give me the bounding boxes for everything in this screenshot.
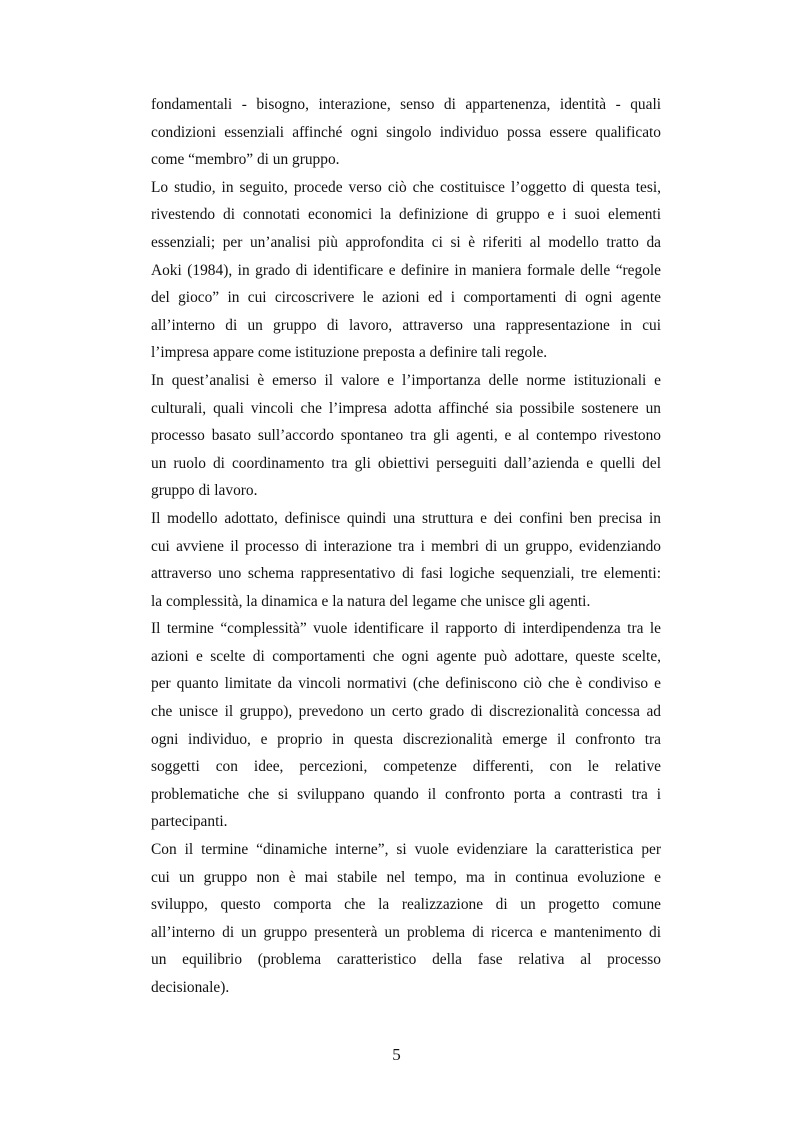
text-line: fondamentali - bisogno, interazione, senso di appartenenza, identità - quali — [151, 96, 661, 113]
text-line: decisionale). — [151, 979, 230, 996]
text-line: rivestendo di connotati economici la definizione di gruppo e i suoi elementi — [151, 206, 661, 224]
text-line: come “membro” di un gruppo. — [151, 151, 340, 169]
text-line: sviluppo, questo comporta che la realizzazione di un progetto comune — [151, 896, 661, 914]
text-line: condizioni essenziali affinché ogni singolo individuo possa essere qualificato — [151, 123, 661, 141]
text-line: Il modello adottato, definisce quindi una struttura e dei confini ben precisa in — [151, 509, 661, 527]
text-line: cui un gruppo non è mai stabile nel tempo, ma in continua evoluzione e — [151, 868, 661, 886]
paragraph — [151, 836, 661, 1002]
text-line: Aoki (1984), in grado di identificare e definire in maniera formale delle “regole — [151, 261, 661, 279]
page-body-text — [151, 91, 661, 1002]
text-line: gruppo di lavoro. — [151, 482, 258, 500]
text-line: del gioco” in cui circoscrivere le azioni ed i comportamenti di ogni agente — [151, 289, 661, 307]
text-line: all’interno di un gruppo di lavoro, attraverso una rappresentazione in cui — [151, 316, 661, 334]
text-line: cui avviene il processo di interazione tra i membri di un gruppo, evidenziando — [151, 537, 661, 555]
text-line: processo basato sull’accordo spontaneo tra gli agenti, e al contempo rivestono — [151, 427, 661, 445]
page-number: 5 — [392, 1045, 401, 1064]
text-line: attraverso uno schema rappresentativo di fasi logiche sequenziali, tre elementi: — [151, 565, 661, 583]
paragraph — [151, 505, 661, 615]
text-line: un ruolo di coordinamento tra gli obiettivi perseguiti dall’azienda e quelli del — [151, 454, 661, 472]
text-line: problematiche che si sviluppano quando il confronto porta a contrasti tra i — [151, 785, 661, 803]
text-line: l’impresa appare come istituzione preposta a definire tali regole. — [151, 344, 548, 362]
text-line: Il termine “complessità” vuole identificare il rapporto di interdipendenza tra le — [151, 620, 661, 638]
text-line: In quest’analisi è emerso il valore e l’importanza delle norme istituzionali e — [151, 371, 661, 389]
text-line: all’interno di un gruppo presenterà un problema di ricerca e mantenimento di — [151, 923, 661, 941]
text-line: culturali, quali vincoli che l’impresa adotta affinché sia possibile sostenere un — [151, 399, 661, 417]
text-line: un equilibrio (problema caratteristico della fase relativa al processo — [151, 951, 661, 969]
paragraph — [151, 367, 661, 505]
text-line: partecipanti. — [151, 813, 228, 831]
text-line: Con il termine “dinamiche interne”, si vuole evidenziare la caratteristica per — [151, 841, 661, 859]
text-line: per quanto limitate da vincoli normativi (che definiscono ciò che è condiviso e — [151, 675, 661, 693]
text-line: ogni individuo, e proprio in questa discrezionalità emerge il confronto tra — [151, 730, 661, 748]
paragraph — [151, 174, 661, 367]
text-line: azioni e scelte di comportamenti che ogni agente può adottare, queste scelte, — [151, 647, 661, 665]
text-line: soggetti con idee, percezioni, competenze differenti, con le relative — [151, 758, 661, 776]
paragraph — [151, 615, 661, 836]
text-line: che unisce il gruppo), prevedono un certo grado di discrezionalità concessa ad — [151, 703, 661, 721]
paragraph — [151, 91, 661, 174]
text-line: la complessità, la dinamica e la natura del legame che unisce gli agenti. — [151, 592, 591, 610]
text-line: Lo studio, in seguito, procede verso ciò che costituisce l’oggetto di questa tesi, — [151, 178, 661, 196]
text-line: essenziali; per un’analisi più approfondita ci si è riferiti al modello tratto da — [151, 233, 661, 251]
